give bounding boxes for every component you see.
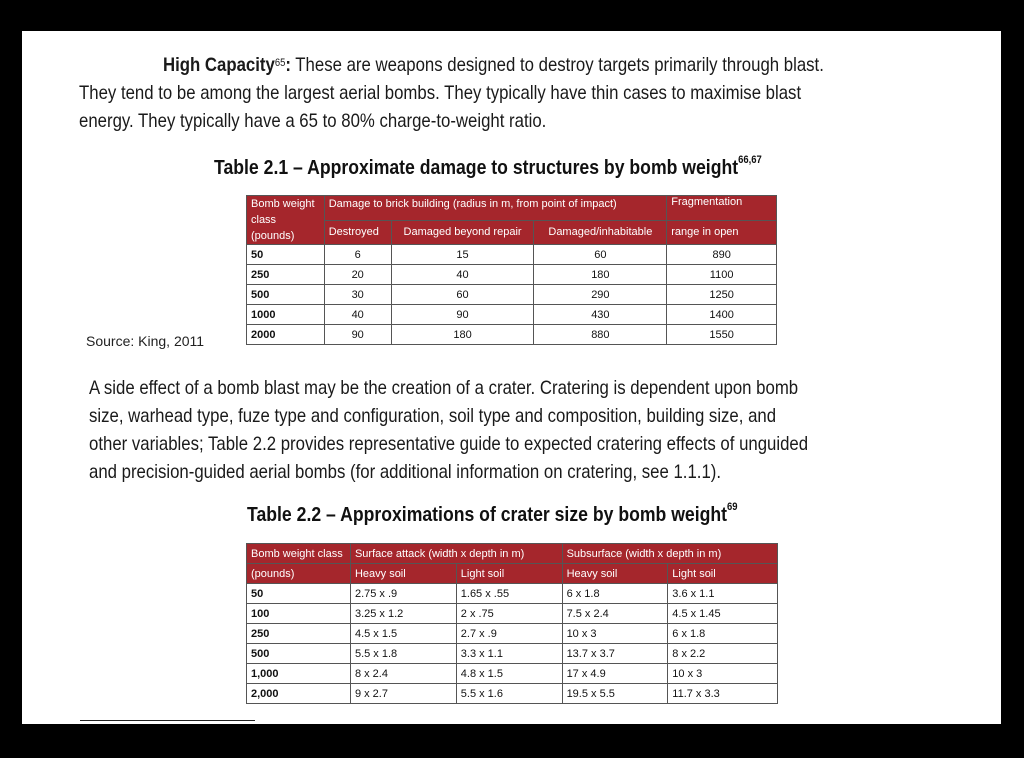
- table-row: [247, 624, 778, 644]
- table-cell: 40: [324, 305, 391, 325]
- table-cell: 9 x 2.7: [350, 684, 456, 704]
- table-row: [247, 584, 778, 604]
- table-cell: 17 x 4.9: [562, 664, 668, 684]
- table1-col-frag: Fragmentation: [667, 196, 777, 221]
- table2-col-weight-unit: (pounds): [247, 564, 351, 584]
- table-cell: 100: [247, 604, 351, 624]
- table2-col-subsurface: Subsurface (width x depth in m): [562, 544, 777, 564]
- table2-col-weight: Bomb weight class: [247, 544, 351, 564]
- table-cell: 5.5 x 1.6: [456, 684, 562, 704]
- table-cell: 50: [247, 245, 325, 265]
- table1-col-frag-range: range in open: [667, 220, 777, 245]
- table2-col-surface-light: Light soil: [456, 564, 562, 584]
- table-row: [247, 245, 777, 265]
- table-cell: 10 x 3: [668, 664, 778, 684]
- table-row: [247, 265, 777, 285]
- table-row: [247, 664, 778, 684]
- table-cell: 2 x .75: [456, 604, 562, 624]
- table2-title-text: Table 2.2 – Approximations of crater size by bomb weight: [247, 503, 728, 526]
- table-cell: 13.7 x 3.7: [562, 644, 668, 664]
- table-cell: 1000: [247, 305, 325, 325]
- table-cell: 500: [247, 644, 351, 664]
- intro-line-2: They tend to be among the largest aerial bombs. They typically have thin cases to maximise blast: [79, 82, 802, 104]
- table-cell: 3.25 x 1.2: [350, 604, 456, 624]
- table-cell: 1400: [667, 305, 777, 325]
- table-cell: 290: [534, 285, 667, 305]
- intro-line-3: energy. They typically have a 65 to 80% charge-to-weight ratio.: [79, 110, 547, 132]
- table-cell: 6: [324, 245, 391, 265]
- body-line-1: A side effect of a bomb blast may be the creation of a crater. Cratering is dependent upon bomb: [89, 377, 799, 399]
- table2-header-row-1: [247, 544, 778, 564]
- table2-title-ref: 69: [727, 501, 738, 513]
- table-cell: 880: [534, 325, 667, 345]
- table-cell: 2,000: [247, 684, 351, 704]
- table-cell: 60: [534, 245, 667, 265]
- table-cell: 3.3 x 1.1: [456, 644, 562, 664]
- table-cell: 2.75 x .9: [350, 584, 456, 604]
- table1-header-row-2: [247, 220, 777, 245]
- table1-col-inhabitable: Damaged/inhabitable: [534, 220, 667, 245]
- table-cell: 8 x 2.2: [668, 644, 778, 664]
- table-cell: 6 x 1.8: [562, 584, 668, 604]
- table-cell: 60: [391, 285, 534, 305]
- intro-heading-ref: 65: [274, 57, 286, 69]
- table-cell: 50: [247, 584, 351, 604]
- table-row: [247, 644, 778, 664]
- table-cell: 430: [534, 305, 667, 325]
- table-cell: 500: [247, 285, 325, 305]
- table-cell: 5.5 x 1.8: [350, 644, 456, 664]
- table-cell: 2.7 x .9: [456, 624, 562, 644]
- table-cell: 250: [247, 265, 325, 285]
- table-cell: 180: [534, 265, 667, 285]
- table-cell: 4.5 x 1.45: [668, 604, 778, 624]
- table-cell: 4.8 x 1.5: [456, 664, 562, 684]
- intro-line-1-text: These are weapons designed to destroy targets primarily through blast.: [290, 54, 824, 76]
- table-cell: 4.5 x 1.5: [350, 624, 456, 644]
- table2-col-subsurface-light: Light soil: [668, 564, 778, 584]
- body-line-2: size, warhead type, fuze type and configuration, soil type and composition, building size, and: [89, 405, 777, 427]
- table-cell: 1.65 x .55: [456, 584, 562, 604]
- table-cell: 8 x 2.4: [350, 664, 456, 684]
- table1-col-destroyed: Destroyed: [324, 220, 391, 245]
- table2-header-row-2: [247, 564, 778, 584]
- table-cell: 2000: [247, 325, 325, 345]
- table1-title-text: Table 2.1 – Approximate damage to structures by bomb weight: [214, 156, 739, 179]
- table2-col-subsurface-heavy: Heavy soil: [562, 564, 668, 584]
- table-row: [247, 285, 777, 305]
- table-cell: 250: [247, 624, 351, 644]
- table-cell: 890: [667, 245, 777, 265]
- table2-col-surface: Surface attack (width x depth in m): [350, 544, 562, 564]
- table1-title: [214, 156, 762, 180]
- body-line-3: other variables; Table 2.2 provides representative guide to expected cratering effects of unguided: [89, 433, 809, 455]
- table-cell: 11.7 x 3.3: [668, 684, 778, 704]
- body-line-4: and precision-guided aerial bombs (for additional information on cratering, see 1.1.1).: [89, 461, 722, 483]
- table-cell: 40: [391, 265, 534, 285]
- table-cell: 15: [391, 245, 534, 265]
- table-cell: 20: [324, 265, 391, 285]
- table-cell: 180: [391, 325, 534, 345]
- table2-title: [247, 503, 738, 527]
- intro-line-1: [163, 51, 824, 79]
- table-cell: 19.5 x 5.5: [562, 684, 668, 704]
- table2-col-surface-heavy: Heavy soil: [350, 564, 456, 584]
- table-cell: 1250: [667, 285, 777, 305]
- footnote-divider: [80, 720, 255, 721]
- intro-heading-colon: :: [285, 54, 291, 76]
- table-row: [247, 684, 778, 704]
- table1-col-weight: Bomb weight class (pounds): [247, 196, 325, 245]
- table-cell: 6 x 1.8: [668, 624, 778, 644]
- table-row: [247, 604, 778, 624]
- table-cell: 3.6 x 1.1: [668, 584, 778, 604]
- table-cell: 1100: [667, 265, 777, 285]
- table-cell: 90: [391, 305, 534, 325]
- table1-title-refs: 66,67: [738, 154, 762, 166]
- table-cell: 1,000: [247, 664, 351, 684]
- table-row: [247, 325, 777, 345]
- table-cell: 1550: [667, 325, 777, 345]
- table1: [246, 195, 777, 345]
- table1-header-row-1: [247, 196, 777, 221]
- table-cell: 30: [324, 285, 391, 305]
- document-page: [22, 31, 1001, 724]
- table1-col-damage-group: Damage to brick building (radius in m, from point of impact): [324, 196, 667, 221]
- table1-col-beyond-repair: Damaged beyond repair: [391, 220, 534, 245]
- table-row: [247, 305, 777, 325]
- table-cell: 10 x 3: [562, 624, 668, 644]
- intro-heading: High Capacity: [163, 54, 275, 76]
- table1-source: Source: King, 2011: [86, 333, 205, 349]
- table2: [246, 543, 778, 704]
- table-cell: 90: [324, 325, 391, 345]
- table-cell: 7.5 x 2.4: [562, 604, 668, 624]
